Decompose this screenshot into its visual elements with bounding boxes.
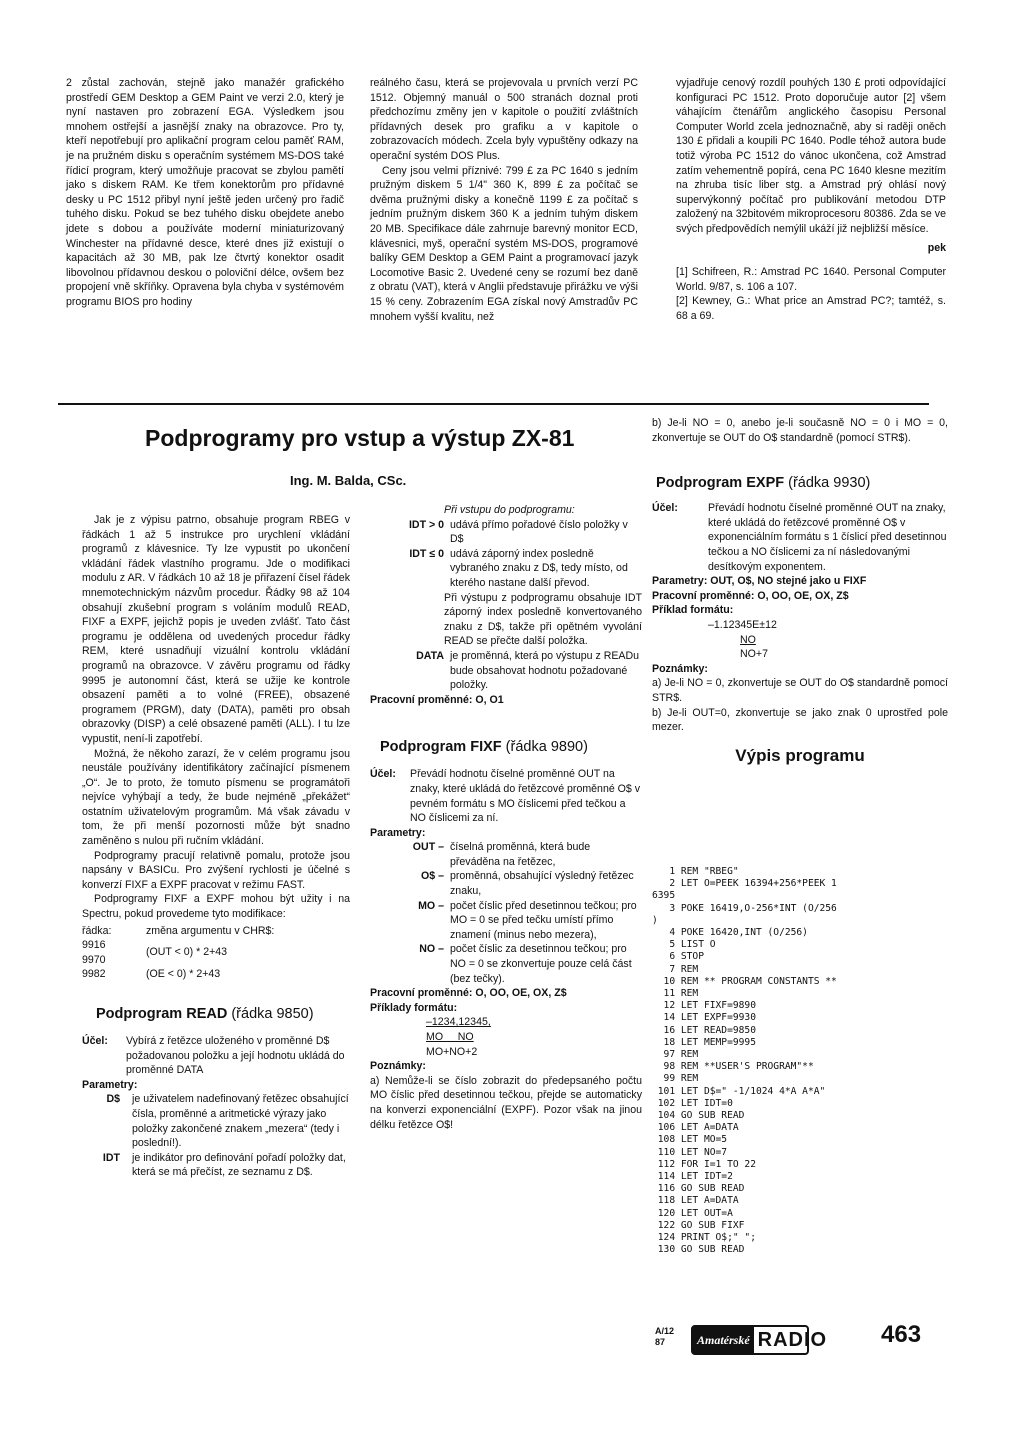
code-line: 130 GO SUB READ — [652, 1244, 745, 1256]
input-intro: Při vstupu do podprogramu: — [444, 504, 575, 516]
work-vars: Pracovní proměnné: O, OO, OE, OX, Z$ — [370, 987, 567, 1000]
code-line: 124 PRINT O$;" "; — [652, 1232, 756, 1244]
table-cell: 9982 — [82, 968, 106, 981]
output-note: Při výstupu z podprogramu obsahuje IDT záporný index posledně konvertovaného znaku z D$, takže při opětném vyvolání READ se přečte další položka. — [444, 591, 642, 648]
table-cell: (OE < 0) * 2+43 — [146, 968, 221, 981]
section-divider — [58, 403, 929, 405]
code-line: 108 LET MO=5 — [652, 1134, 728, 1146]
code-line: 18 LET MEMP=9995 — [652, 1036, 756, 1048]
top-column-1 — [66, 76, 344, 310]
data-def: DATA je proměnná, která po výstupu z READu bude obsahovat hodnotu požadované položky. — [416, 649, 640, 692]
section-heading: Podprogram FIXF (řádka 9890) — [380, 739, 588, 756]
code-line: 14 LET EXPF=9930 — [652, 1012, 756, 1024]
top-column-3 — [676, 76, 946, 324]
page-footer — [655, 1318, 922, 1362]
table-cell: (OUT < 0) * 2+43 — [146, 946, 228, 959]
notes-label: Poznámky: — [370, 1060, 426, 1073]
page-number: 463 — [881, 1321, 922, 1348]
fixf-params: OUT – číselná proměnná, která bude převáděna na řetězec, O$ – proměnná, obsahující výsledný řetězec znaku, MO – počet číslic před desetinnou tečkou; pro MO = 0 se před tečku umístí přímo znamení (minus nebo mezera), NO – počet číslic za desetinnou tečkou; pro NO = 0 se zkonvertuje pouze celá část (bez tečky). — [412, 841, 637, 985]
format-example: NO — [740, 633, 756, 646]
code-line: ) — [652, 914, 658, 926]
parameters-label: Parametry: — [370, 826, 426, 839]
code-line: 98 REM **USER'S PROGRAM"** — [652, 1061, 814, 1073]
code-line: 6395 — [652, 890, 676, 902]
format-example: MO NO — [426, 1031, 474, 1043]
work-vars: Pracovní proměnné: O, O1 — [370, 693, 504, 706]
code-line: 3 POKE 16419,O-256*INT (O/256 — [652, 902, 837, 914]
code-line: 102 LET IDT=0 — [652, 1097, 733, 1109]
top-column-2 — [370, 76, 638, 324]
article-text: vyjadřuje cenový rozdíl pouhých 130 £ proti odpovídající konfiguraci PC 1512. Proto doporučuje autor [2] všem váhajícím čtenářům anglického časopisu Personal Computer World zcela jednoznačně, aby si raději oněch 130 £ přidali a koupili PC 1640. Podle téhož autora bude totiž výroba PC 1512 do vánoc ukončena, což Amstrad zatím vehementně popírá, cena PC 1640 klesne mezitím na zhruba tisíc liber stg. a Amstrad prý ohlásí nový supervýkonný počítač pro publikování metodou DTP založený na 32bitovém mikroprocesoru 80386. Zda se ve svých předpovědích nemýlil ukáží již nejbližší měsíce. — [676, 77, 946, 235]
code-line: 110 LET NO=7 — [652, 1146, 728, 1158]
magazine-logo: Amatérské RADIO — [691, 1325, 809, 1355]
code-line: 6 STOP — [652, 951, 704, 963]
code-line: 1 REM "RBEG" — [652, 866, 739, 877]
code-line: 122 GO SUB FIXF — [652, 1219, 745, 1231]
code-line: 11 REM — [652, 988, 699, 1000]
code-line: 112 FOR I=1 TO 22 — [652, 1158, 756, 1170]
format-example: –1.12345E±12 — [708, 618, 777, 631]
format-example: MO+NO+2 — [426, 1045, 478, 1058]
code-line: 16 LET READ=9850 — [652, 1024, 756, 1036]
table-header: změna argumentu v CHR$: — [146, 924, 275, 937]
middle-column — [370, 503, 642, 1132]
code-line: 118 LET A=DATA — [652, 1195, 739, 1207]
read-purpose: Účel: Vybírá z řetězce uloženého v proměnné D$ požadovanou položku a její hodnotu ukládá do proměnné DATA — [82, 1035, 345, 1077]
table-cell: 9916 9970 — [82, 939, 106, 966]
listing-heading: Výpis programu — [735, 745, 865, 765]
parameters: Parametry: OUT, O$, NO stejné jako u FIXF — [652, 575, 867, 588]
reference-2: [2] Kewney, G.: What price an Amstrad PC?; tamtéž, s. 68 a 69. — [676, 295, 946, 322]
paragraph: Možná, že někoho zarazí, že v celém programu jsou neustále používány identifikátory začínající písmenem „O“. Je to proto, že tomuto písmenu se programátoři nejvíce vyhýbají a tedy, že bude nejméně „překážet“ ostatním uživatelovým programům. Má však závadu v tom, že při menší pozornosti může být snadno zaměněno s nulou při ručním vkládání. — [82, 747, 350, 848]
read-params: D$ je uživatelem nadefinovaný řetězec obsahující čísla, proměnné a aritmetické výrazy jako položky zakončené znakem „mezera“ (tedy i poslední!). IDT je indikátor pro definování pořadí položky dat, která se má přečíst, ze seznamu z D$. — [102, 1093, 349, 1179]
table-header: řádka: — [82, 924, 112, 937]
format-examples-label: Příklady formátu: — [370, 1001, 458, 1014]
format-example-label: Příklad formátu: — [652, 604, 734, 617]
expf-purpose: Účel: Převádí hodnotu číselné proměnné OUT na znaky, které ukládá do řetězcové proměnné O$ v exponenciálním formátu s 1 číslicí před desetinnou tečkou a NO číslicemi za ní následovanými desítkovým exponentem. — [652, 502, 947, 573]
article-title: Podprogramy pro vstup a výstup ZX-81 — [145, 425, 575, 451]
paragraph: Podprogramy pracují relativně pomalu, protože jsou napsány v BASICu. Pro zvýšení rychlosti je účelné s konverzí FIXF a EXPF pracovat v režimu FAST. — [82, 849, 350, 891]
code-line: 106 LET A=DATA — [652, 1122, 739, 1134]
left-column — [82, 513, 350, 1180]
note: b) Je-li NO = 0, anebo je-li současně NO = 0 i MO = 0, zkonvertuje se OUT do O$ standardně (pomocí STR$). — [652, 417, 948, 444]
format-example: –1234,12345, — [426, 1016, 491, 1029]
code-line: 114 LET IDT=2 — [652, 1171, 733, 1183]
code-line: 10 REM ** PROGRAM CONSTANTS ** — [652, 975, 837, 987]
code-line: 101 LET D$=" -1/1024 4*A A*A" — [652, 1085, 826, 1097]
issue-number: A/12 87 — [655, 1326, 675, 1347]
code-line: 97 REM — [652, 1049, 699, 1061]
code-line: 99 REM — [652, 1073, 699, 1085]
code-line: 120 LET OUT=A — [652, 1207, 733, 1219]
author-signature: pek — [927, 241, 946, 254]
notes-label: Poznámky: — [652, 662, 708, 675]
note: a) Je-li NO = 0, zkonvertuje se OUT do O$ standardně pomocí STR$. — [652, 677, 948, 704]
section-heading: Podprogram READ (řádka 9850) — [96, 1006, 314, 1022]
code-line: 104 GO SUB READ — [652, 1110, 745, 1122]
reference-1: [1] Schifreen, R.: Amstrad PC 1640. Personal Computer World. 9/87, s. 106 a 107. — [676, 266, 946, 293]
work-vars: Pracovní proměnné: O, OO, OE, OX, Z$ — [652, 589, 849, 602]
code-line: 12 LET FIXF=9890 — [652, 1000, 756, 1012]
parameters-label: Parametry: — [82, 1078, 138, 1091]
right-column — [652, 416, 948, 763]
fixf-purpose: Účel: Převádí hodnotu číselné proměnné OUT na znaky, které ukládá do řetězcové proměnné O$ v pevném formátu s MO číslicemi před tečkou a NO číslicemi za ní. — [370, 768, 641, 825]
program-listing — [652, 866, 837, 1257]
code-line: 7 REM — [652, 963, 699, 975]
idt-defs: IDT > 0 udává přímo pořadové číslo položky v D$ IDT ≤ 0 udává záporný index posledně vybraného znaku z D$, tedy místo, od kterého nastane další převod. — [408, 518, 628, 589]
code-line: 4 POKE 16420,INT (O/256) — [652, 927, 808, 939]
code-line: 116 GO SUB READ — [652, 1183, 745, 1195]
article-author: Ing. M. Balda, CSc. — [290, 473, 407, 488]
note: b) Je-li OUT=0, zkonvertuje se jako znak 0 uprostřed pole mezer. — [652, 706, 948, 734]
code-line: 2 LET O=PEEK 16394+256*PEEK 1 — [652, 878, 837, 890]
paragraph: Jak je z výpisu patrno, obsahuje program RBEG v řádkách 1 až 5 instrukce pro urychlení vkládání programů z klávesnice. Ty lze vypustit po ukončení vkládání řádek vlastního programu. Jde o modifikaci modulu z AR. V řádkách 10 až 18 je přiřazení čísel řádek mnemotechnickým názvům procedur. Řádky 98 až 104 obsahují zkušební program s voláním modulů READ, FIXF a EXPF, jejichž popis je uveden zvlášť. Tato část programu je oddělena od uvedených procedur řádky REM, které usnadňují vizuální kontrolu vkládání programů na obrazovce. V závěru programu od řádky 9995 je autonomní část, která se užije ke kontrole obsazení paměti a to volné (FREE), obsazené programem (PRGM), daty (DATA), paměti pro obsah obrazovky (DISP) a celé obsazené paměti (ALL). I tu lze vypustit, není-li zapotřebí. — [82, 514, 350, 745]
note: a) Nemůže-li se číslo zobrazit do předepsaného počtu MO číslic před desetinnou tečkou, přejde se automaticky na konverzi exponenciální (EXPF). Pozor však na jinou délku řetězce O$! — [370, 1074, 642, 1131]
section-heading: Podprogram EXPF (řádka 9930) — [656, 475, 871, 492]
code-line: 5 LIST O — [652, 939, 716, 951]
article-text: Ceny jsou velmi příznivé: 799 £ za PC 1640 s jedním pružným diskem 5 1/4" 360 K, 899 £ za počítač se dvěma pružnými disky a konečně 1199 £ za počítač s jedním pružným diskem 360 K a jedním tuhým diskem 20 MB. Specifikace dále zahrnuje barevný monitor ECD, klávesnici, myš, operační systém MS-DOS, programové balíky GEM Desktop a GEM Paint a programovací jazyk Locomotive Basic 2. Uvedené ceny se rozumí bez daně z obratu (VAT), která v Anglii představuje přirážku ve výši 15 % ceny. Zobrazením EGA získal nový Amstradův PC mnohem vyšší kvalitu, než — [370, 164, 638, 323]
article-text: 2 zůstal zachován, stejně jako manažér grafického prostředí GEM Desktop a GEM Paint ve verzi 2.0, který je nyní nastaven pro zobrazení EGA. Výsledkem jsou mnohem ostřejší a jasnější znaky na obrazovce. Pro ty, kteří nepotřebují pro aplikační program celou paměť RAM, je na pružném disku s operačním systémem MS-DOS také řídicí program, který umožňuje pracovat se zbylou pamětí jako s diskem RAM. Ke třem konektorům pro přídavné desky u PC 1512 přibyl nyní ještě jeden určený pro řadič tuhého disku. Pokud se bez tuhého disku obejdete anebo jdete s dobou a používáte moderní miniaturizovaný Winchester na přídavné desce, které dnes již existují o kapacitách až 30 MB, pak lze čtvrtý konektor osadit libovolnou přídavnou deskou o poloviční délce, ovšem bez propojení vně skříňky. Opravena byla chyba v systémovém programu BIOS pro hodiny — [66, 77, 344, 308]
modification-table — [82, 924, 350, 982]
format-example: NO+7 — [740, 648, 768, 661]
article-text: reálného času, která se projevovala u prvních verzí PC 1512. Objemný manuál o 500 stranách doznal proti předchozímu změny jen v kapitole o použití zvláštních přídavných desek pro grafiku a v kapitole o zobrazovacích módech. Zcela byly vypuštěny odkazy na operační systém DOS Plus. — [370, 77, 638, 162]
paragraph: Podprogramy FIXF a EXPF mohou být užity i na Spectru, pokud provedeme tyto modifikace: — [82, 893, 350, 921]
